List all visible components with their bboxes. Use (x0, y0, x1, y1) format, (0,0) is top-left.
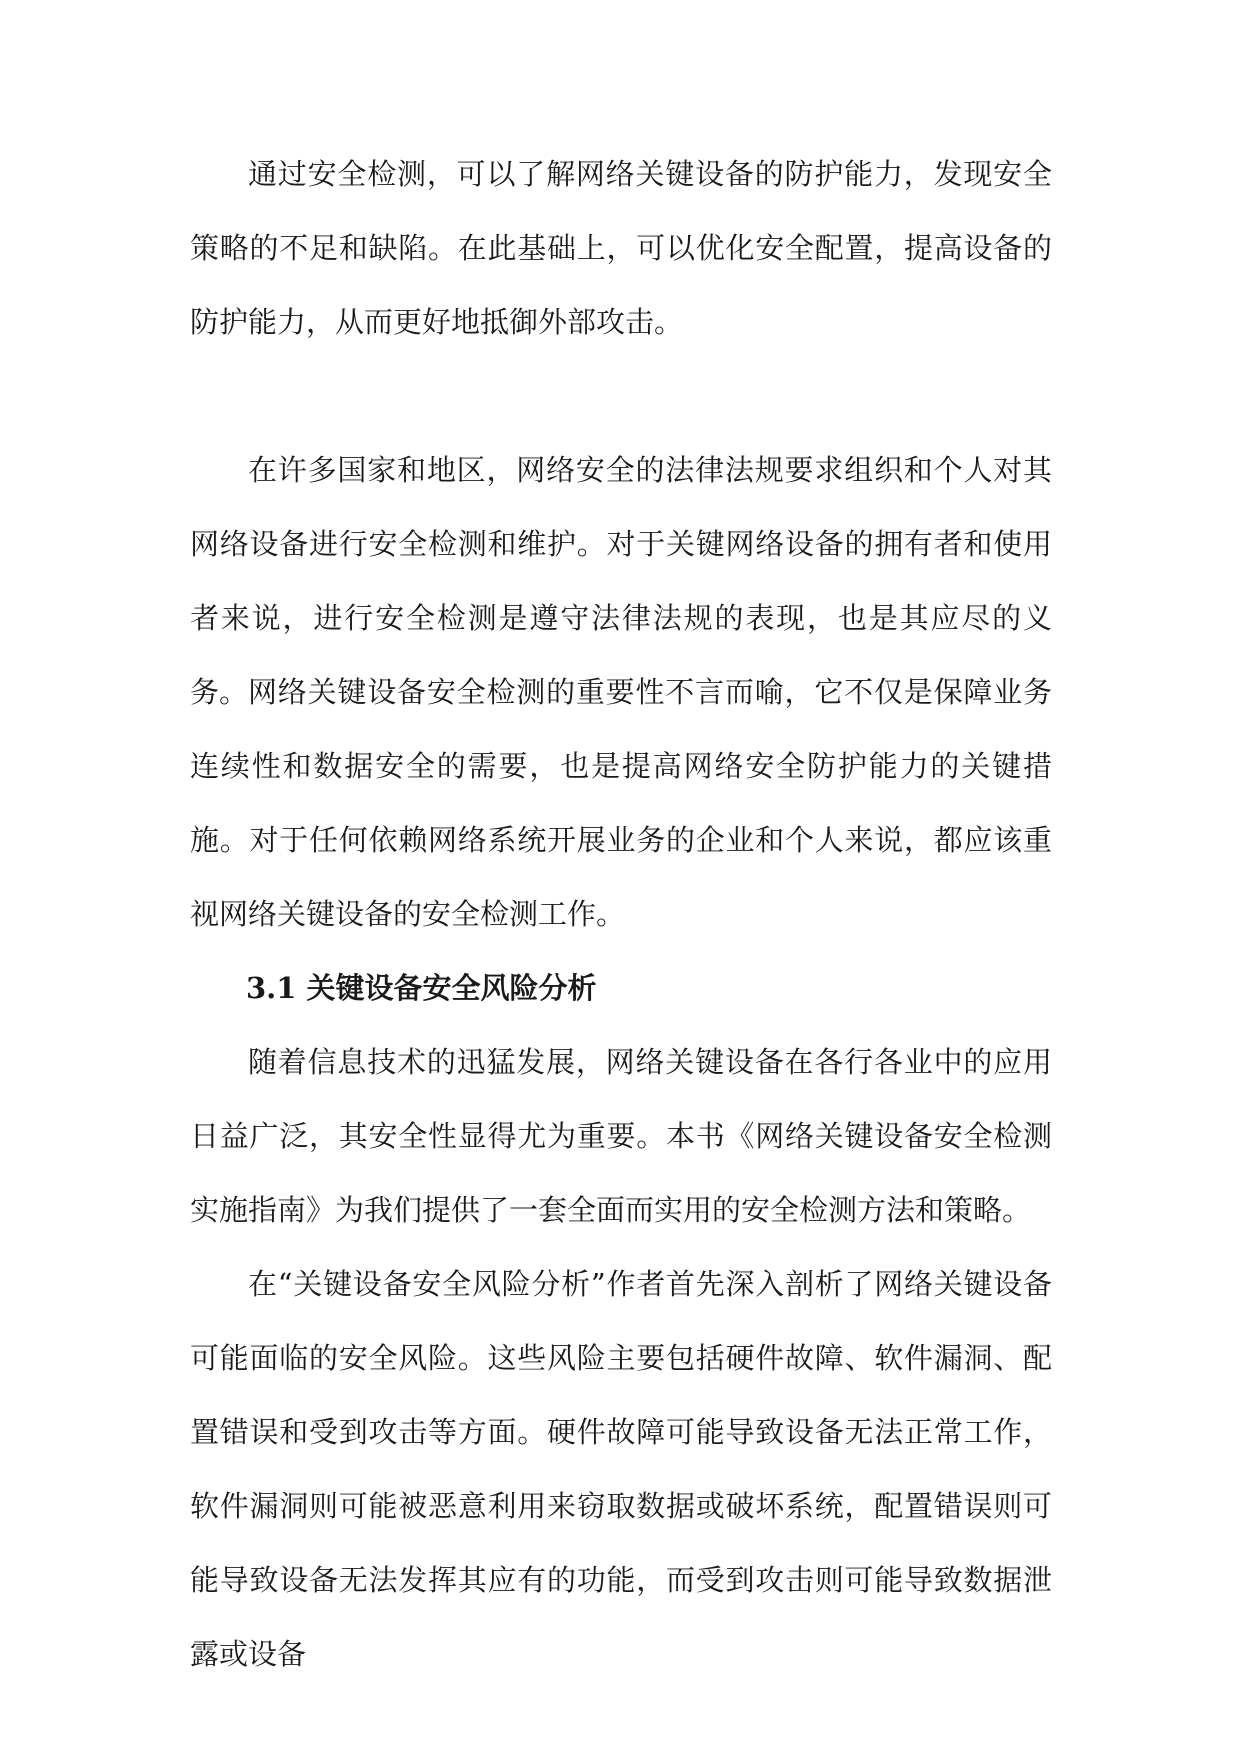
paragraph-risk-analysis: 在“关键设备安全风险分析”作者首先深入剖析了网络关键设备可能面临的安全风险。这些风险主要包括硬件故障、软件漏洞、配置错误和受到攻击等方面。硬件故障可能导致设备无法正常工作，软件漏洞则可能被恶意利用来窃取数据或破坏系统，配置错误则可能导致设备无法发挥其应有的功能，而受到攻击则可能导致数据泄露或设备 (190, 1267, 1052, 1671)
section-heading: 3.1 关键设备安全风险分析 (246, 971, 597, 1005)
paragraph-importance-summary: 网络关键设备安全检测的重要性不言而喻，它不仅是保障业务连续性和数据安全的需要，也是提高网络安全防护能力的关键措施。对于任何依赖网络系统开展业务的企业和个人来说，都应该重视网络关键设备的安全检测工作。 (190, 675, 1052, 931)
paragraph-security-detection-benefits: 通过安全检测，可以了解网络关键设备的防护能力，发现安全策略的不足和缺陷。在此基础上，可以优化安全配置，提高设备的防护能力，从而更好地抵御外部攻击。 (190, 157, 1052, 339)
paragraph-legal-requirements: 在许多国家和地区，网络安全的法律法规要求组织和个人对其网络设备进行安全检测和维护。对于关键网络设备的拥有者和使用者来说，进行安全检测是遵守法律法规的表现，也是其应尽的义务。 (190, 453, 1052, 709)
paragraph-section-intro: 随着信息技术的迅猛发展，网络关键设备在各行各业中的应用日益广泛，其安全性显得尤为重要。本书《网络关键设备安全检测实施指南》为我们提供了一套全面而实用的安全检测方法和策略。 (190, 1045, 1052, 1227)
